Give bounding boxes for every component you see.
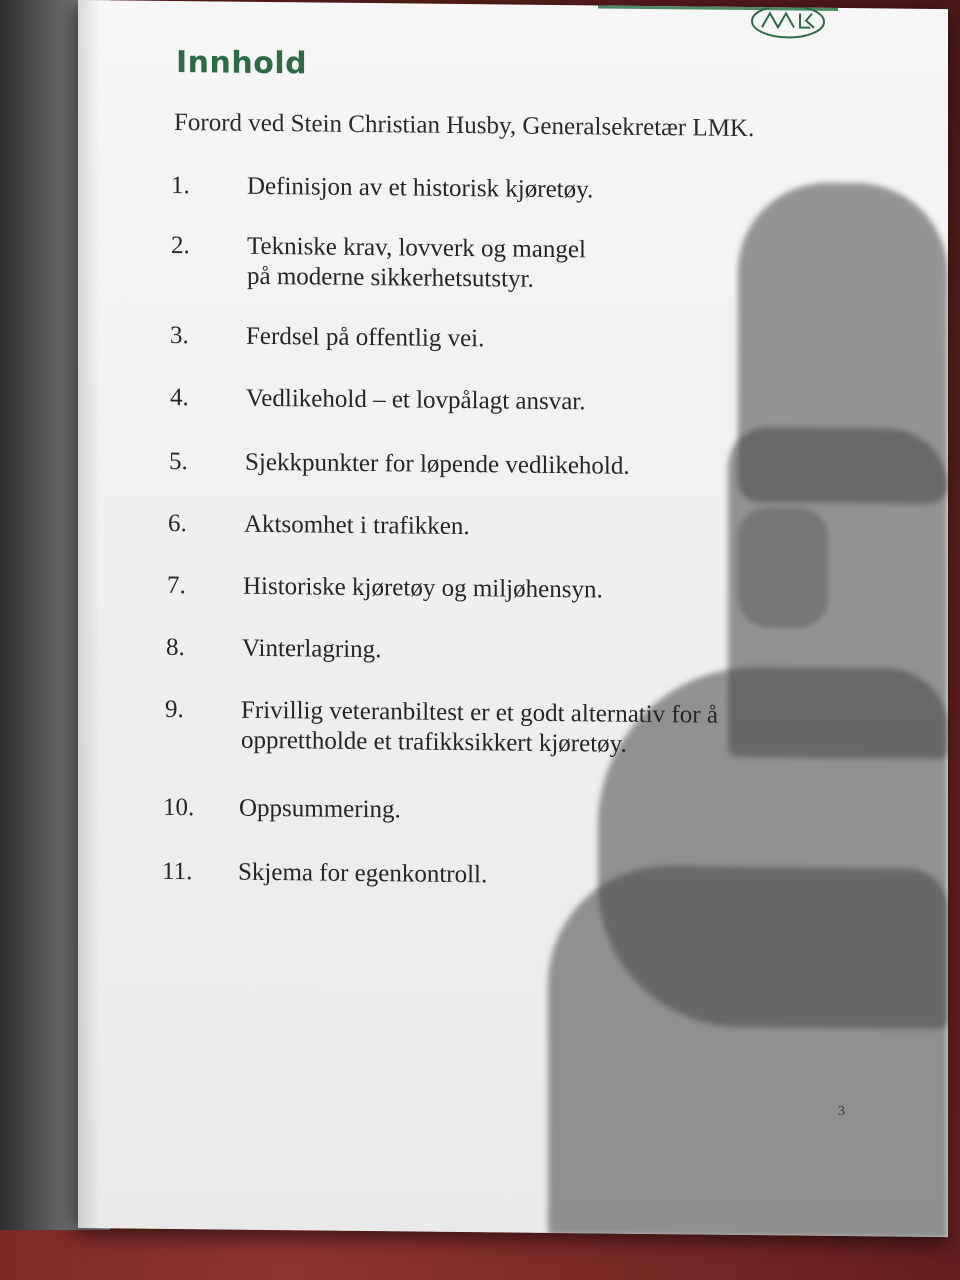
toc-entry-number: 10. <box>163 793 195 822</box>
toc-entry-title-line: Aktsomhet i trafikken. <box>244 510 470 541</box>
toc-entry-title-line: Skjema for egenkontroll. <box>238 858 488 889</box>
page-number: 3 <box>838 1103 845 1120</box>
toc-entry-title-line: Historiske kjøretøy og miljøhensyn. <box>243 572 603 604</box>
toc-entry-number: 8. <box>166 633 185 662</box>
toc-entry-number: 9. <box>165 695 184 724</box>
toc-entry-title-line: Definisjon av et historisk kjøretøy. <box>247 172 594 204</box>
toc-entry-number: 2. <box>171 231 190 260</box>
cast-shadow <box>738 507 828 628</box>
toc-entry-title-line: Vinterlagring. <box>242 634 382 664</box>
toc-entry-title <box>238 858 487 891</box>
foreword-line: Forord ved Stein Christian Husby, Generalsekretær LMK. <box>174 109 755 143</box>
toc-entry-title <box>246 384 586 418</box>
toc-entry-title <box>245 448 630 482</box>
toc-entry-title-line: Tekniske krav, lovverk og mangel <box>247 232 586 264</box>
toc-entry-title <box>246 322 484 354</box>
toc-entry-title <box>244 510 470 542</box>
toc-entry-title-line: Frivillig veteranbiltest er et godt alternativ for å <box>241 696 718 729</box>
toc-entry-title-line: Ferdsel på offentlig vei. <box>246 322 485 353</box>
book-page <box>78 0 948 1237</box>
toc-entry-title-line: Oppsummering. <box>239 794 401 824</box>
toc-entry-number: 7. <box>167 571 186 600</box>
toc-entry-number: 6. <box>168 509 187 538</box>
toc-entry-title <box>241 696 718 761</box>
toc-entry-title-line: opprettholde et trafikksikkert kjøretøy. <box>241 726 627 758</box>
toc-entry-number: 4. <box>170 383 189 412</box>
page-gutter-shade <box>78 0 100 1228</box>
toc-entry-title <box>247 172 593 206</box>
toc-entry-number: 11. <box>162 857 193 886</box>
toc-entry-title <box>242 634 381 665</box>
toc-entry-title <box>243 572 603 606</box>
toc-entry-title <box>247 232 586 296</box>
page-title: Innhold <box>176 45 308 82</box>
cast-shadow <box>548 865 948 1237</box>
toc-entry-number: 1. <box>171 171 190 200</box>
toc-entry-title-line: Sjekkpunkter for løpende vedlikehold. <box>245 448 630 480</box>
toc-entry-title <box>239 794 401 826</box>
toc-entry-title-line: Vedlikehold – et lovpålagt ansvar. <box>246 384 586 416</box>
toc-entry-number: 3. <box>170 321 189 350</box>
toc-entry-number: 5. <box>169 447 188 476</box>
lmk-logo-icon <box>748 7 828 42</box>
toc-entry-title-line: på moderne sikkerhetsutstyr. <box>247 262 534 293</box>
